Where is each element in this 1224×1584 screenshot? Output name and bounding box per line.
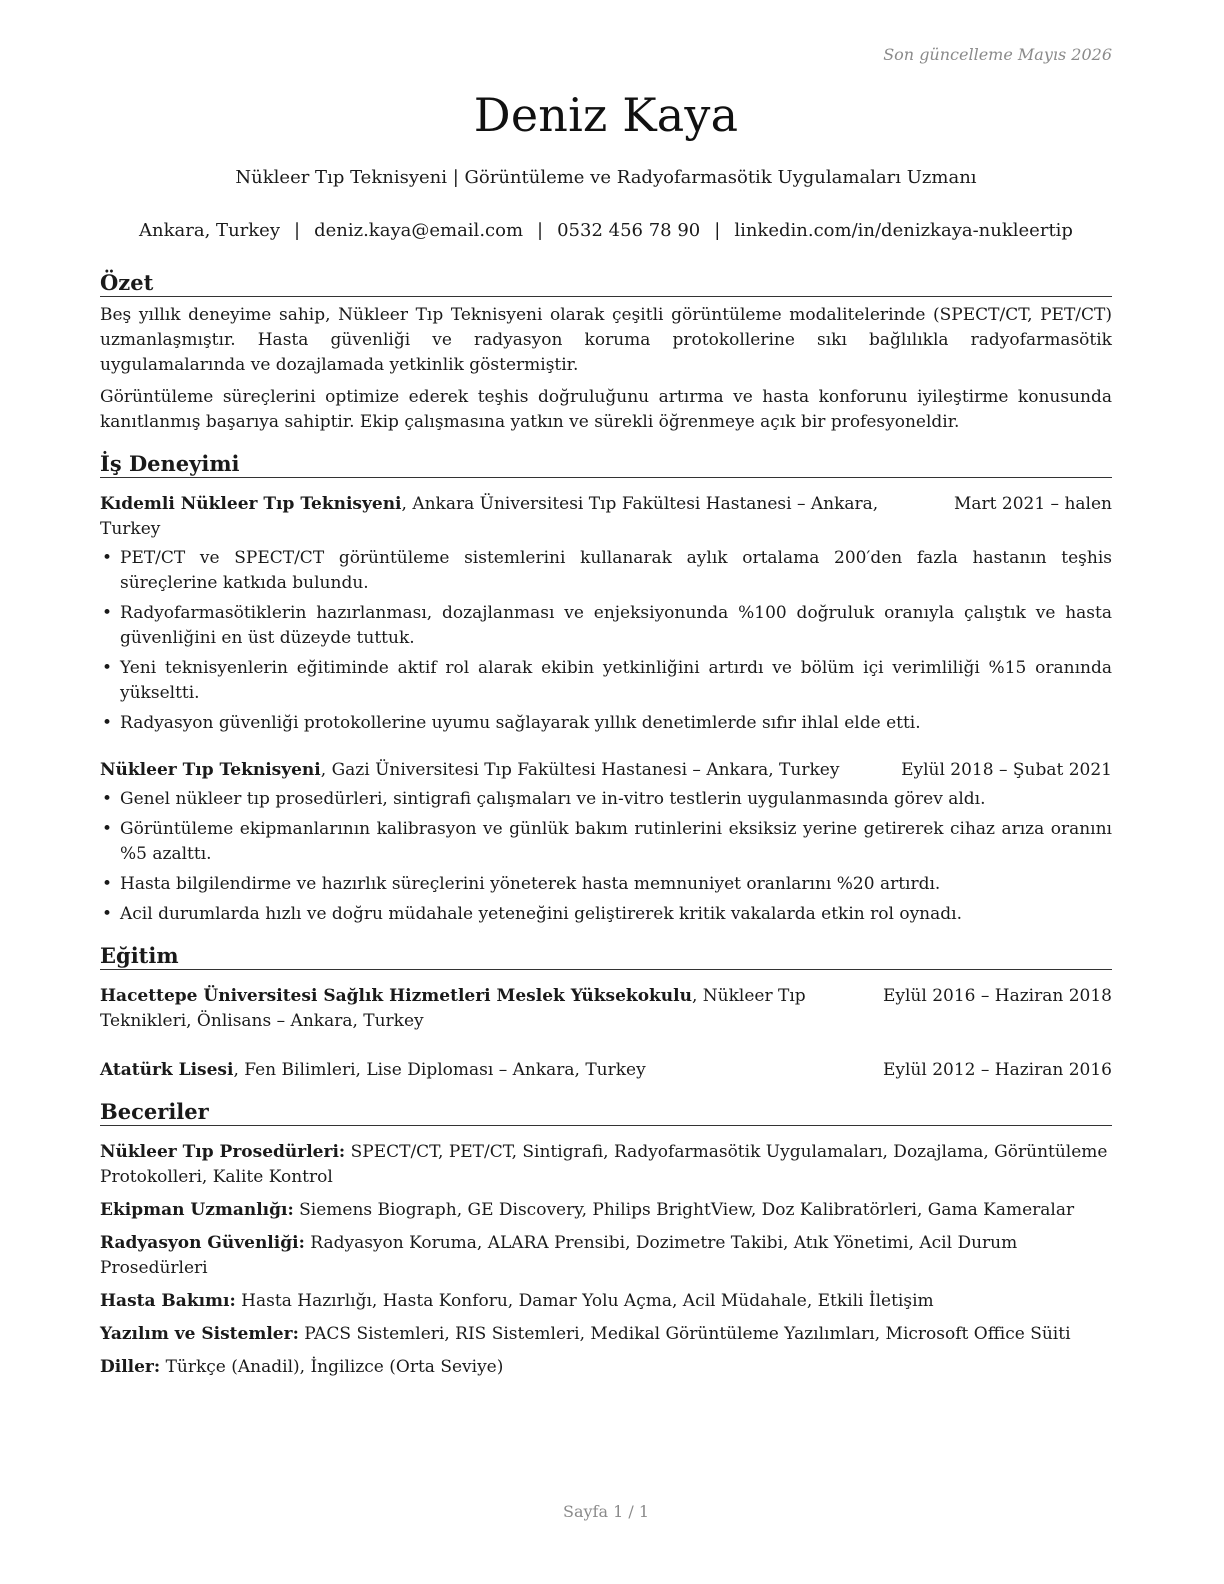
bullet-icon: • bbox=[102, 603, 113, 623]
skill-value: Türkçe (Anadil), İngilizce (Orta Seviye) bbox=[160, 1357, 504, 1377]
skills-title: Beceriler bbox=[100, 1099, 1112, 1126]
school-details: , Fen Bilimleri, Lise Diploması – Ankara, Turkey bbox=[233, 1060, 646, 1080]
summary-paragraph: Beş yıllık deneyime sahip, Nükleer Tıp Teknisyeni olarak çeşitli görüntüleme modalitelerinde (SPECT/CT, PET/CT) uzmanlaşmıştır. Hasta güvenliği ve radyasyon koruma protokollerine sıkı bağlılıkla radyofarmasötik uygulamalarında ve dozajlamada yetkinlik göstermiştir. bbox=[100, 305, 1112, 375]
skill-label: Diller: bbox=[100, 1357, 161, 1377]
skill-label: Yazılım ve Sistemler: bbox=[100, 1324, 299, 1344]
summary-paragraph: Görüntüleme süreçlerini optimize ederek teşhis doğruluğunu artırma ve hasta konforunu iyileştirme konusunda kanıtlanmış başarıya sahiptir. Ekip çalışmasına yatkın ve sürekli öğrenmeye açık bir profesyoneldir. bbox=[100, 387, 1112, 432]
bullet-icon: • bbox=[102, 548, 113, 568]
summary-section bbox=[100, 270, 1112, 435]
list-item: • Radyofarmasötiklerin hazırlanması, dozajlanması ve enjeksiyonunda %100 doğruluk oranıyla çalıştık ve hasta güvenliğini en üst düzeyde tuttuk. bbox=[102, 603, 1112, 648]
last-updated: Son güncelleme Mayıs 2026 bbox=[883, 45, 1112, 64]
contact-separator: | bbox=[294, 220, 301, 241]
job-entry bbox=[100, 758, 1112, 927]
skills-section bbox=[100, 1099, 1112, 1380]
job-bullets bbox=[100, 787, 1112, 927]
job-role: Nükleer Tıp Teknisyeni bbox=[100, 760, 321, 780]
contact-email[interactable]: deniz.kaya@email.com bbox=[314, 220, 524, 241]
contact-separator: | bbox=[537, 220, 544, 241]
job-employer: , Gazi Üniversitesi Tıp Fakültesi Hastanesi – Ankara, Turkey bbox=[320, 760, 840, 780]
skill-value: PACS Sistemleri, RIS Sistemleri, Medikal Görüntüleme Yazılımları, Microsoft Office Süiti bbox=[298, 1324, 1071, 1344]
contact-phone[interactable]: 0532 456 78 90 bbox=[557, 220, 701, 241]
skill-row bbox=[100, 1355, 1112, 1380]
resume-page bbox=[100, 0, 1112, 1584]
education-date: Eylül 2012 – Haziran 2016 bbox=[882, 1060, 1112, 1080]
contact-separator: | bbox=[714, 220, 721, 241]
list-item: • Radyasyon güvenliği protokollerine uyumu sağlayarak yıllık denetimlerde sıfır ihlal elde etti. bbox=[100, 711, 1112, 736]
skill-row bbox=[100, 1198, 1112, 1223]
job-employer: , Ankara Üniversitesi Tıp Fakültesi Hastanesi – Ankara, Turkey bbox=[100, 494, 879, 539]
education-title: Eğitim bbox=[100, 943, 1112, 970]
job-date: Eylül 2018 – Şubat 2021 bbox=[901, 760, 1112, 780]
list-item: • Hasta bilgilendirme ve hazırlık süreçlerini yöneterek hasta memnuniyet oranlarını %20 artırdı. bbox=[100, 872, 1112, 897]
list-item: • Genel nükleer tıp prosedürleri, sintigrafi çalışmaları ve in-vitro testlerin uygulanmasında görev aldı. bbox=[100, 787, 1112, 812]
contact-linkedin[interactable]: linkedin.com/in/denizkaya-nukleertip bbox=[734, 220, 1073, 241]
list-item: • Yeni teknisyenlerin eğitiminde aktif rol alarak ekibin yetkinliğini artırdı ve bölüm içi verimliliği %15 oranında yükseltti. bbox=[102, 658, 1112, 703]
job-subtitle: Nükleer Tıp Teknisyeni | Görüntüleme ve Radyofarmasötik Uygulamaları Uzmanı bbox=[235, 167, 977, 188]
skill-label: Hasta Bakımı: bbox=[100, 1291, 236, 1311]
page-number: Sayfa 1 / 1 bbox=[562, 1502, 649, 1521]
bullet-icon: • bbox=[102, 658, 113, 678]
skill-value: SPECT/CT, PET/CT, Sintigrafi, Radyofarmasötik Uygulamaları, Dozajlama, Görüntüleme Protokolleri, Kalite Kontrol bbox=[100, 1142, 1108, 1187]
skill-row bbox=[100, 1289, 1112, 1314]
bullet-icon: • bbox=[102, 904, 113, 924]
school-name: Hacettepe Üniversitesi Sağlık Hizmetleri Meslek Yüksekokulu bbox=[100, 986, 692, 1006]
job-date: Mart 2021 – halen bbox=[953, 494, 1112, 514]
list-item: • PET/CT ve SPECT/CT görüntüleme sistemlerini kullanarak aylık ortalama 200′den fazla hastanın teşhis süreçlerine katkıda bulundu. bbox=[102, 548, 1112, 593]
resume-body bbox=[100, 270, 1112, 1388]
skill-value: Siemens Biograph, GE Discovery, Philips BrightView, Doz Kalibratörleri, Gama Kameralar bbox=[293, 1200, 1075, 1220]
list-item: • Görüntüleme ekipmanlarının kalibrasyon ve günlük bakım rutinlerini eksiksiz yerine getirerek cihaz arıza oranını %5 azalttı. bbox=[102, 819, 1112, 864]
bullet-icon: • bbox=[102, 789, 113, 809]
education-date: Eylül 2016 – Haziran 2018 bbox=[882, 986, 1112, 1006]
job-bullets bbox=[100, 546, 1112, 736]
skill-label: Ekipman Uzmanlığı: bbox=[100, 1200, 294, 1220]
skill-row bbox=[100, 1140, 1112, 1190]
bullet-icon: • bbox=[102, 713, 113, 733]
bullet-icon: • bbox=[102, 819, 113, 839]
person-name: Deniz Kaya bbox=[473, 88, 739, 142]
school-name: Atatürk Lisesi bbox=[100, 1060, 234, 1080]
skill-row bbox=[100, 1322, 1112, 1347]
education-entry bbox=[100, 984, 1112, 1034]
education-section bbox=[100, 943, 1112, 1083]
experience-section bbox=[100, 451, 1112, 927]
education-entry bbox=[100, 1058, 1112, 1083]
list-item: • Acil durumlarda hızlı ve doğru müdahale yeteneğini geliştirerek kritik vakalarda etkin rol oynadı. bbox=[100, 902, 1112, 927]
summary-title: Özet bbox=[100, 270, 1112, 297]
job-header bbox=[100, 492, 1112, 542]
job-entry bbox=[100, 492, 1112, 736]
skill-label: Nükleer Tıp Prosedürleri: bbox=[100, 1142, 346, 1162]
skill-label: Radyasyon Güvenliği: bbox=[100, 1233, 305, 1253]
bullet-icon: • bbox=[102, 874, 113, 894]
skill-row bbox=[100, 1231, 1112, 1281]
job-header bbox=[100, 758, 1112, 783]
skill-value: Hasta Hazırlığı, Hasta Konforu, Damar Yolu Açma, Acil Müdahale, Etkili İletişim bbox=[235, 1291, 934, 1311]
job-role: Kıdemli Nükleer Tıp Teknisyeni bbox=[100, 494, 402, 514]
skill-value: Radyasyon Koruma, ALARA Prensibi, Dozimetre Takibi, Atık Yönetimi, Acil Durum Prosedürleri bbox=[100, 1233, 1018, 1278]
school-details: , Nükleer Tıp Teknikleri, Önlisans – Ankara, Turkey bbox=[100, 986, 806, 1031]
experience-title: İş Deneyimi bbox=[100, 451, 1112, 478]
contact-line bbox=[100, 220, 1112, 241]
contact-location: Ankara, Turkey bbox=[139, 220, 280, 241]
